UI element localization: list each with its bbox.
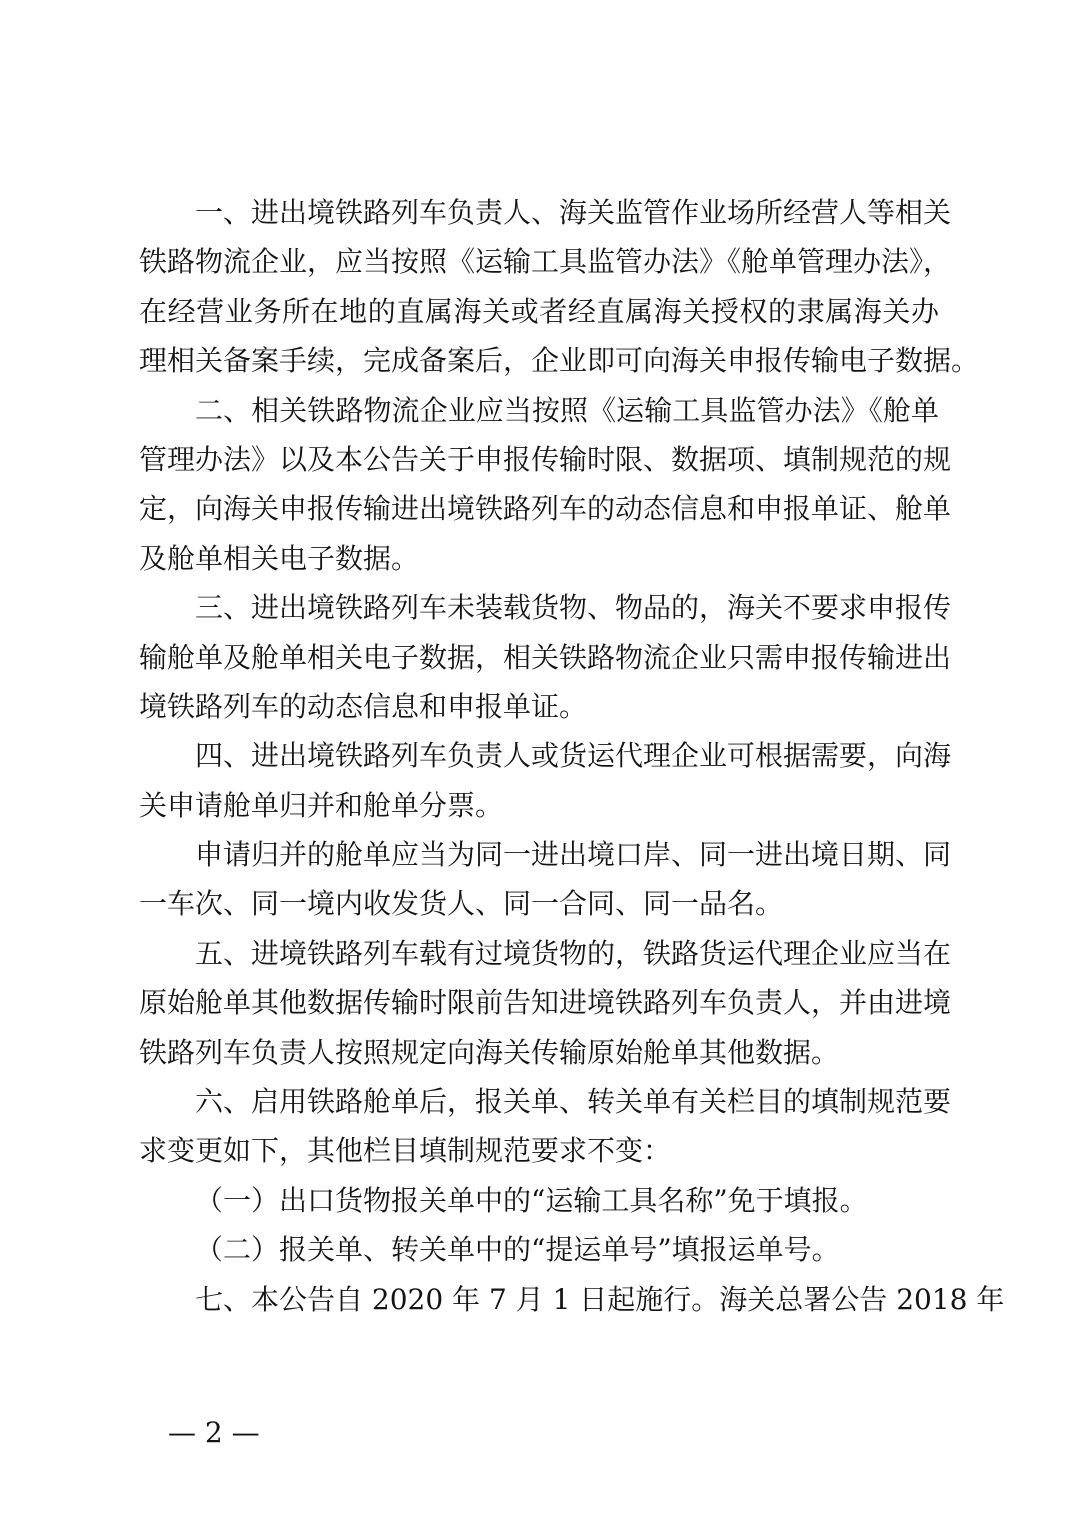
paragraph-item-2 [139, 386, 952, 584]
text-line: 二、相关铁路物流企业应当按照《运输工具监管办法》《舱单 [195, 393, 939, 427]
paragraph-item-6-1 [139, 1176, 939, 1225]
text-line: 一、进出境铁路列车负责人、海关监管作业场所经营人等相关 [195, 196, 952, 229]
text-line: 六、启用铁路舱单后，报关单、转关单有关栏目的填制规范要 [195, 1085, 952, 1119]
text-line: 定，向海关申报传输进出境铁路列车的动态信息和申报单证、舱单 [139, 492, 952, 526]
text-line: 铁路物流企业，应当按照《运输工具监管办法》《舱单管理办法》， [139, 245, 952, 279]
paragraph-item-7 [139, 1275, 1005, 1324]
text-line: 一车次、同一境内收发货人、同一合同、同一品名。 [139, 887, 784, 921]
text-line: 在经营业务所在地的直属海关或者经直属海关授权的隶属海关办 [139, 294, 939, 328]
document-body [139, 188, 1005, 1324]
paragraph-item-5 [139, 929, 952, 1077]
paragraph-item-6 [139, 1077, 952, 1176]
text-line: 七、本公告自 2020 年 7 月 1 日起施行。海关总署公告 2018 年 [195, 1282, 1005, 1316]
text-line: 理相关备案手续，完成备案后，企业即可向海关申报传输电子数据。 [139, 344, 980, 378]
text-line: （二）报关单、转关单中的“提运单号”填报运单号。 [195, 1233, 840, 1267]
paragraph-item-6-2 [139, 1225, 939, 1274]
paragraph-item-4-detail [139, 830, 952, 929]
text-line: 求变更如下，其他栏目填制规范要求不变： [139, 1134, 672, 1168]
text-line: 五、进境铁路列车载有过境货物的，铁路货运代理企业应当在 [195, 936, 952, 970]
text-line: （一）出口货物报关单中的“运输工具名称”免于填报。 [195, 1183, 868, 1217]
text-line: 输舱单及舱单相关电子数据，相关铁路物流企业只需申报传输进出 [139, 640, 952, 674]
paragraph-item-1 [139, 188, 980, 386]
paragraph-item-3 [139, 583, 952, 731]
text-line: 及舱单相关电子数据。 [139, 541, 420, 575]
text-line: 关申请舱单归并和舱单分票。 [139, 788, 504, 822]
text-line: 管理办法》以及本公告关于申报传输时限、数据项、填制规范的规 [139, 442, 952, 476]
text-line: 境铁路列车的动态信息和申报单证。 [139, 689, 588, 723]
text-line: 原始舱单其他数据传输时限前告知进境铁路列车负责人，并由进境 [139, 986, 952, 1020]
page-number: — 2 — [168, 1416, 260, 1449]
text-line: 铁路列车负责人按照规定向海关传输原始舱单其他数据。 [139, 1035, 840, 1069]
text-line: 申请归并的舱单应当为同一进出境口岸、同一进出境日期、同 [195, 838, 952, 872]
paragraph-item-4 [139, 731, 952, 830]
text-line: 四、进出境铁路列车负责人或货运代理企业可根据需要，向海 [195, 739, 952, 773]
text-line: 三、进出境铁路列车未装载货物、物品的，海关不要求申报传 [195, 591, 952, 625]
